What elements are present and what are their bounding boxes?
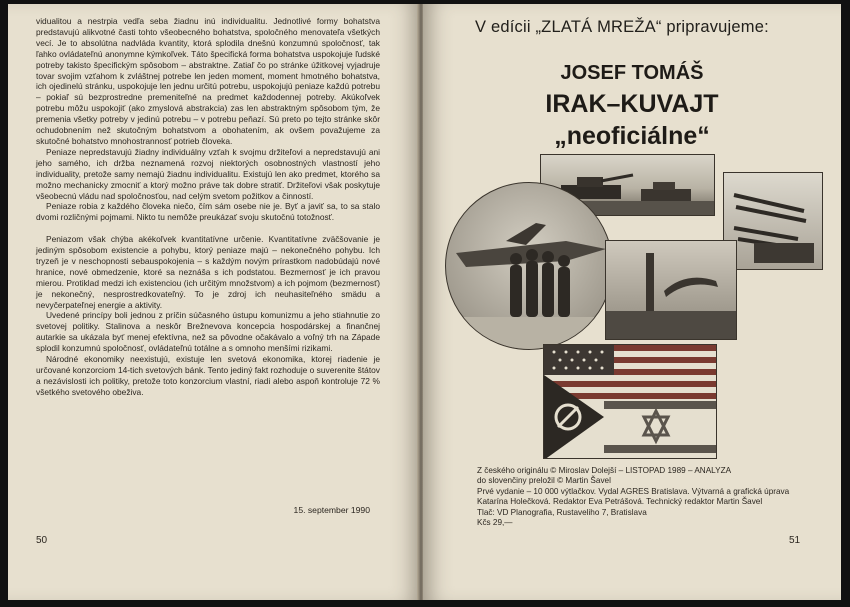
oil-field-photo — [605, 240, 737, 340]
photo-collage — [445, 154, 825, 464]
credit-line: Z českého originálu © Miroslav Dolejší – LISTOPAD 1989 – ANALYZA — [477, 466, 732, 475]
article-date: 15. september 1990 — [293, 505, 370, 515]
credit-line: Tlač: VD Planografia, Rustaveliho 7, Bratislava — [477, 507, 647, 517]
credit-line: Katarína Holečková. Redaktor Eva Petrášová. Technický redaktor Martin Šavel — [477, 497, 763, 507]
paragraph: Peniaze robia z každého človeka niečo, čím sám osebe nie je. Byť a javiť sa, to sa stalo dvomi rozličnými pojmami. Nikto tu nemôže preukázať svoju skutočnú totožnosť. — [36, 201, 380, 223]
page-number-right: 51 — [789, 535, 801, 546]
paragraph: Národné ekonomiky neexistujú, existuje len svetová ekonomika, ktorej riadenie je určované konzorciom 14-tich svetových bánk. Tento jediný fakt rozhoduje o suverenite štátov a nezávislosti ich politiky, pretože toto konzorcium vlastní, riadi alebo aspoň kontroluje 72 % všetkého svetového obeživa. — [36, 354, 380, 397]
paragraph: Peniazom však chýba akékoľvek kvantitatívne určenie. Kvantitatívne zväčšovanie je jediným spôsobom existencie a pohybu, ktorý peniaze majú – nekonečného pohybu. Ich tryzeň je v neschopnosti sebauspokojenia – s každým novým prírastkom nadobúdajú nové hranice, nové obmedzenie, ktoré sa neznáša s ich podstatou. Bezmernosť je ich pravou mierou. Protiklad medzi ich existenciou (ich určitým množstvom) a ich pojmom (bezmernosť) je nekonečný, nesprostredkovateľný. To je zdroj ich neuhasiteľného smädu a nevyčerpateľnej energie a aktivity. — [36, 234, 380, 310]
credit-line: do slovenčiny preložil © Martin Šavel — [477, 476, 611, 486]
article-body — [36, 16, 380, 398]
pilots-photo — [445, 182, 613, 350]
price-line: Kčs 29,— — [477, 518, 513, 528]
missile-launcher-photo — [723, 172, 823, 270]
paragraph: Peniaze nepredstavujú žiadny individuálny vzťah k svojmu držiteľovi a nepredstavujú ani jeho samého, ich držba neznamená rozvoj niektorých osobnostných vlastností jeho individuality, pretože samy nemajú žiadnu individualitu. Existujú len ako predmet, ktorého sa možno mechanicky zmocniť a ktorý možno práve tak dobre stratiť. Držiteľovi však poskytuje všeobecnú vládu nad spoločnosťou, nad celým svetom požitkov a činností. — [36, 146, 380, 201]
credit-line: Prvé vydanie – 10 000 výtlačkov. Vydal AGRES Bratislava. Výtvarná a grafická úprava — [477, 486, 790, 496]
right-page — [423, 4, 841, 600]
paragraph: vidualitou a nestrpia vedľa seba žiadnu inú individualitu. Jednotlivé formy bohatstva predstavujú alikvotné časti tohto všeobecného bohatstva, spoločného menovateľa všetkých vecí. Je to absolútna nadvláda kvantity, ktorá splodila dnešnú konzumnú spoločnosť, tak ľahko ovládateľnú anonymne kýmkoľvek. Táto špecifická forma bohatstva uspokojuje ľudské potreby takisto špecifickým spôsobom – abstraktne. Zatiaľ čo po stránke úžitkovej vyjadruje tovar svojim vzťahom k zvláštnej potrebe len jeden moment, moment hmotného bohatstva, ich ojedinelú stránku, uspokojuje len jednu určitú potrebu, uspokojujú peniaze každú potrebu – pokiaľ sú bezprostredne premeniteľné na predmet každodennej potreby. Akúkoľvek potrebu môžu uspokojiť (ako zmyslová abstrakcia) zas len abstraktným spôsobom tým, že premenia všetky potreby v jedinú potrebu – v potrebu peňazí. Sú preto po tejto stránke skôr ochudobnením než skutočným bohatstvom a obohatením, ak ovšem považujeme za skutočné bohatstvo mnohostrannosť potrieb človeka. — [36, 16, 380, 146]
book-title: IRAK–KUVAJT — [545, 90, 719, 118]
paragraph: Uvedené princípy boli jednou z príčin súčasného ústupu komunizmu a jeho stiahnutie zo svetovej politiky. Stalinova a neskôr Brežnevova koncepcia hospodárskej a finančnej autarkie sa ukázala byť menej efektívna, než sa pôvodne očakávalo a voľný trh na Západe splodil konzumnú spoločnosť, ovládateľnú totálne a s omnoho menšími rizikami. — [36, 310, 380, 354]
book-author: JOSEF TOMÁŠ — [560, 62, 704, 84]
page-number-left: 50 — [36, 535, 48, 546]
colophon — [477, 466, 817, 528]
left-page — [8, 4, 420, 600]
edition-announcement: V edícii „ZLATÁ MREŽA“ pripravujeme: — [475, 18, 769, 36]
book-subtitle: „neoficiálne“ — [554, 122, 710, 150]
flags-collage — [543, 344, 717, 459]
